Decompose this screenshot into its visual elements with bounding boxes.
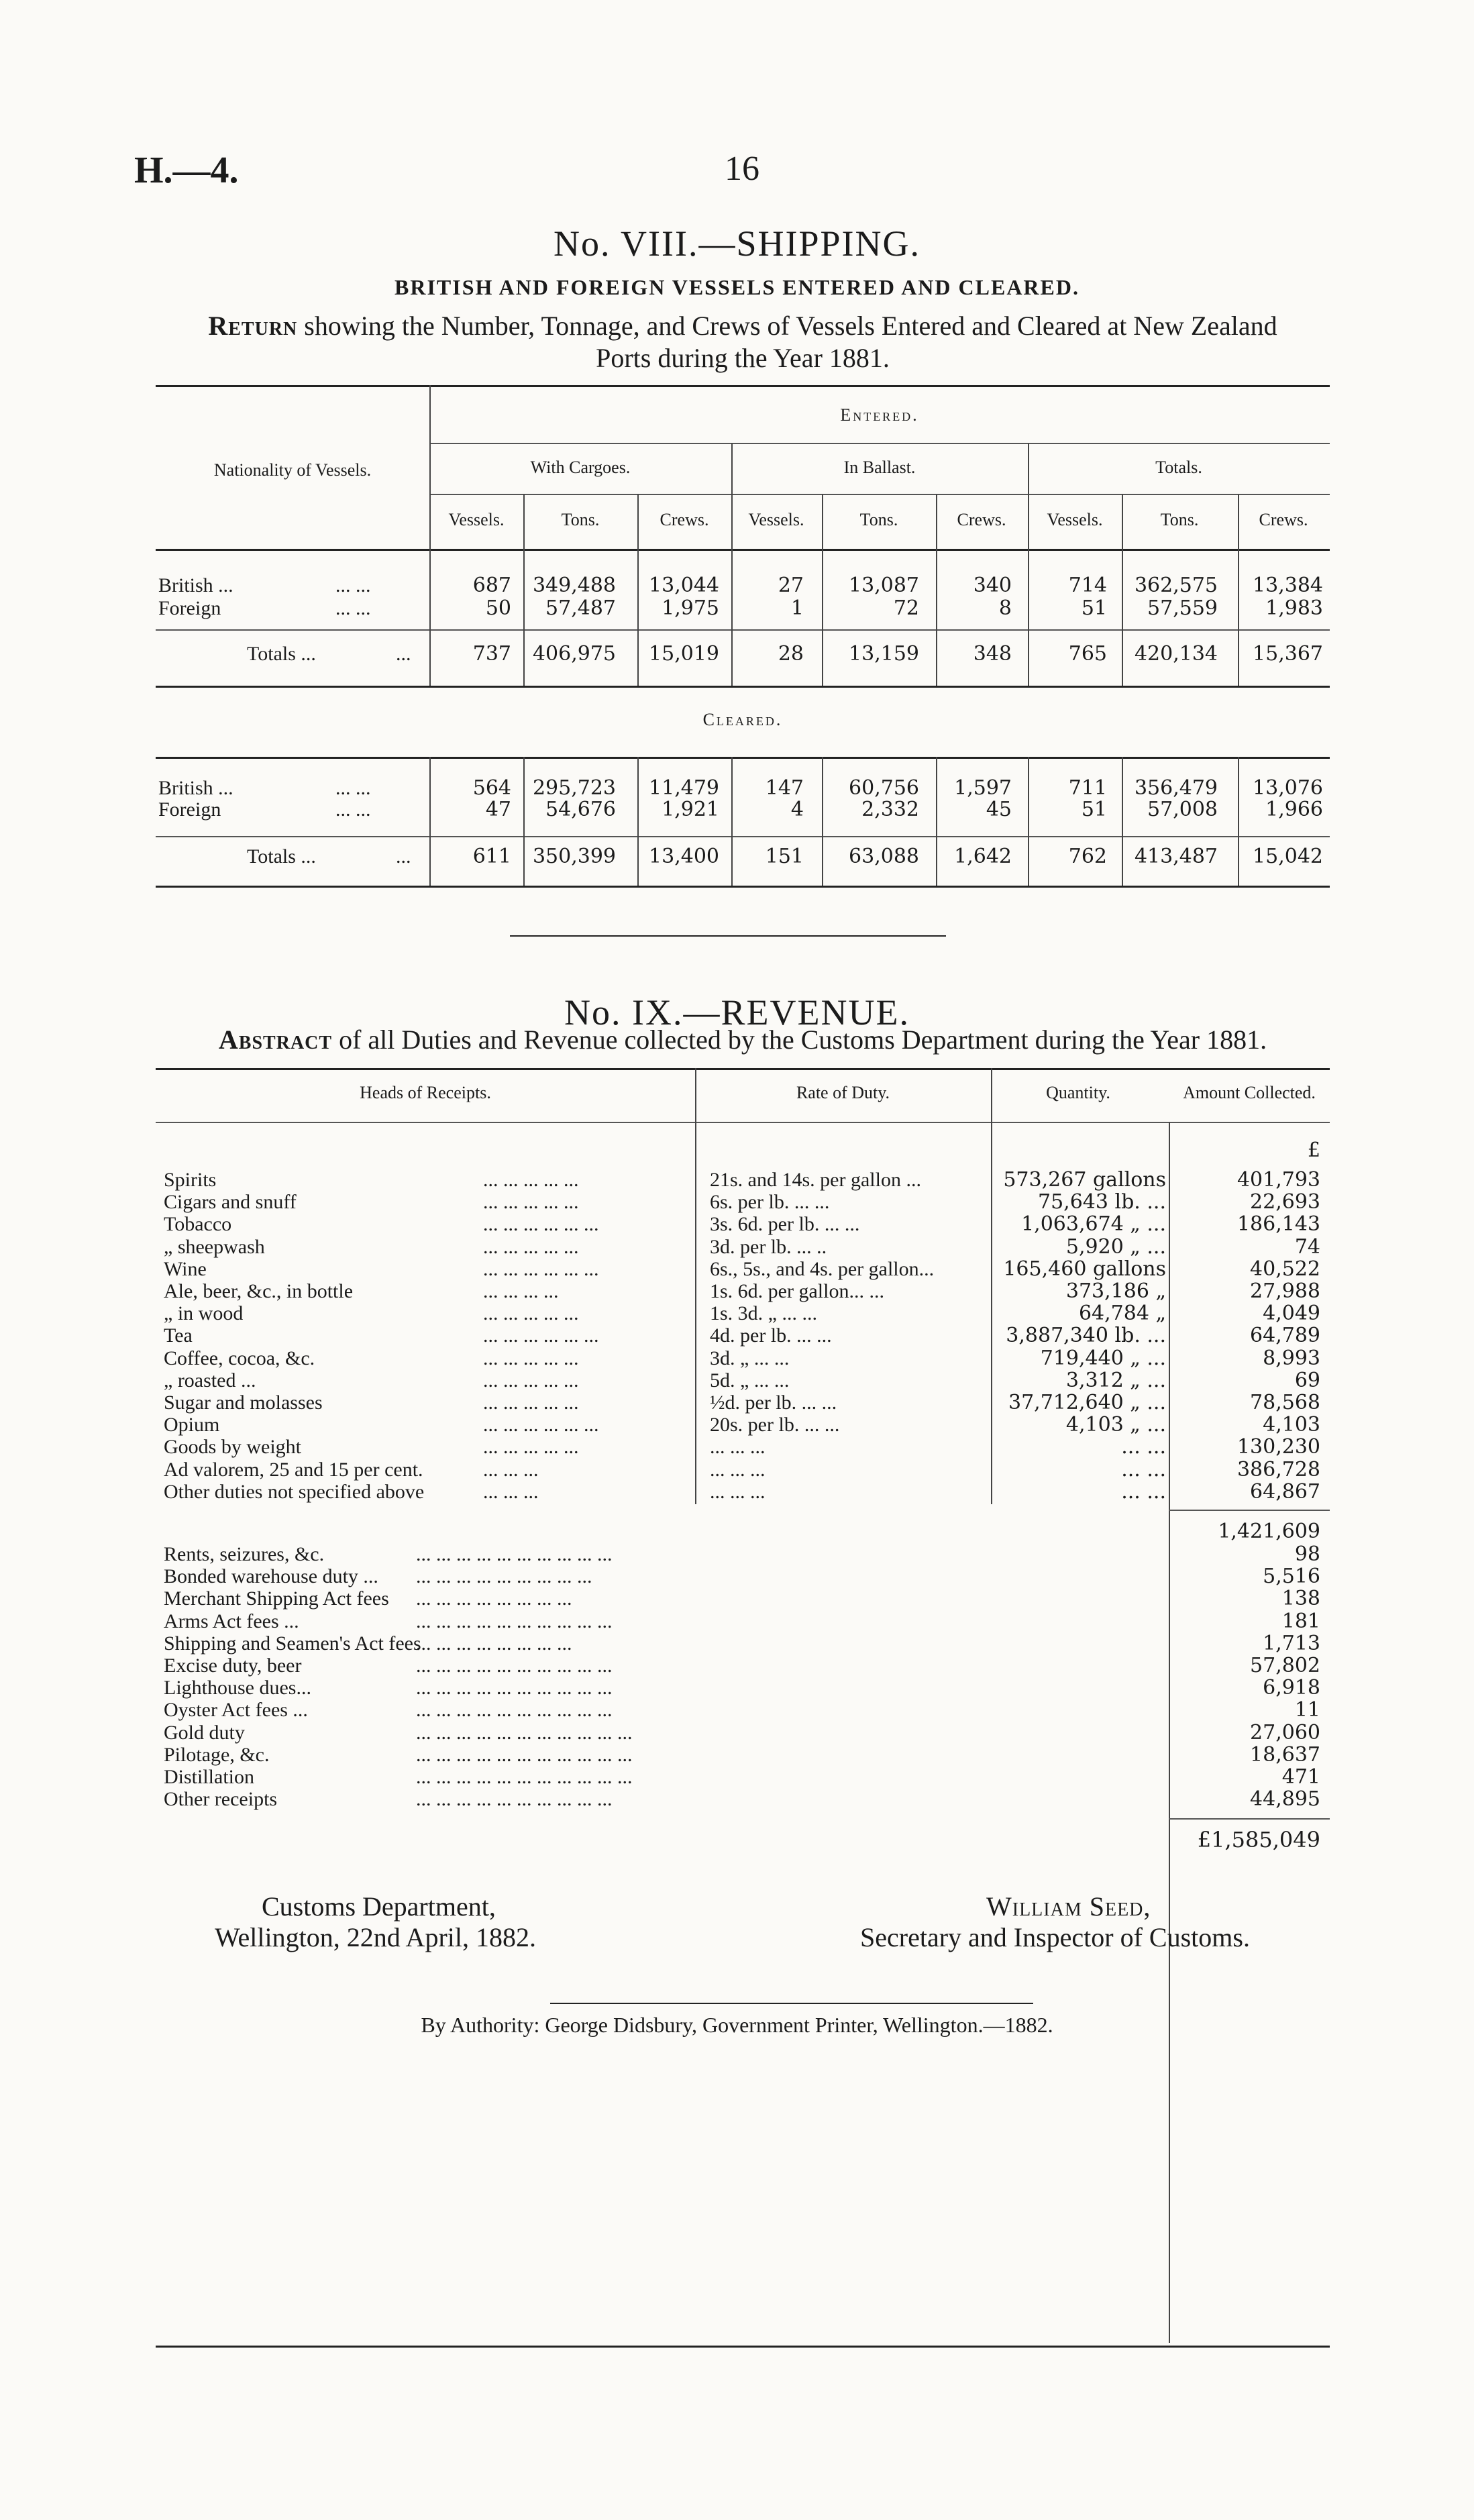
authority-line: By Authority: George Didsbury, Government Printer, Wellington.—1882. bbox=[421, 2013, 1053, 2037]
cleared-totals-row-label: Totals ... bbox=[247, 845, 316, 868]
quantity: ... ... bbox=[1121, 1457, 1166, 1481]
table-cell: 737 bbox=[472, 642, 511, 666]
revenue-caption-lead: Abstract bbox=[218, 1025, 333, 1055]
quantity: 373,186 „ bbox=[1065, 1279, 1166, 1303]
table-cell: 151 bbox=[765, 845, 804, 868]
receipt-head: Goods by weight bbox=[164, 1436, 301, 1459]
amount-collected: 57,802 bbox=[1250, 1654, 1320, 1677]
column-header: Vessels. bbox=[448, 510, 505, 529]
amount-collected: 471 bbox=[1281, 1765, 1320, 1789]
amount-collected: 98 bbox=[1294, 1542, 1320, 1566]
rate-of-duty: 3d. „ ... ... bbox=[710, 1347, 790, 1369]
table-cell: 762 bbox=[1068, 845, 1107, 868]
amount-collected: 27,988 bbox=[1250, 1279, 1320, 1303]
entered-header: Entered. bbox=[840, 405, 919, 425]
leader-dots: ... ... ... ... ... bbox=[483, 1369, 579, 1392]
amount-collected: 44,895 bbox=[1250, 1787, 1320, 1812]
entered-foreign-row-label: Foreign bbox=[158, 597, 221, 619]
receipt-head: Opium bbox=[164, 1414, 220, 1436]
table-cell: 51 bbox=[1081, 798, 1107, 821]
quantity: 5,920 „ ... bbox=[1065, 1235, 1166, 1259]
rate-of-duty: 3d. per lb. ... .. bbox=[710, 1235, 827, 1258]
leader-dots: ... ... ... ... ... ... ... ... ... ... bbox=[416, 1610, 613, 1632]
shipping-title: No. VIII.—SHIPPING. bbox=[553, 223, 921, 264]
caption-line2: Ports during the Year 1881. bbox=[596, 343, 890, 373]
header-quantity: Quantity. bbox=[1046, 1083, 1110, 1102]
header-amount-collected: Amount Collected. bbox=[1183, 1083, 1316, 1102]
table-cell: 714 bbox=[1068, 574, 1107, 597]
table-cell: 340 bbox=[973, 574, 1012, 597]
table-cell: 57,487 bbox=[545, 596, 616, 620]
amount-collected: 186,143 bbox=[1236, 1212, 1320, 1237]
table-cell: 13,044 bbox=[649, 574, 719, 597]
footer-signatory: William Seed, bbox=[986, 1891, 1151, 1922]
table-cell: 27 bbox=[778, 574, 804, 597]
table-cell: 420,134 bbox=[1134, 642, 1218, 666]
column-header: Tons. bbox=[1160, 510, 1199, 529]
cleared-foreign-row-leader-dots: ... ... bbox=[335, 798, 371, 821]
table-cell: 1,975 bbox=[662, 596, 719, 620]
rate-of-duty: 1s. 6d. per gallon... ... bbox=[710, 1280, 884, 1302]
rate-of-duty: 4d. per lb. ... ... bbox=[710, 1324, 832, 1347]
table-cell: 63,088 bbox=[849, 845, 919, 868]
leader-dots: ... ... ... ... ... bbox=[483, 1191, 579, 1214]
leader-dots: ... ... ... ... ... ... ... ... ... ... bbox=[416, 1543, 613, 1565]
leader-dots: ... ... ... ... ... bbox=[483, 1436, 579, 1459]
table-cell: 1,597 bbox=[954, 776, 1012, 800]
table-cell: 45 bbox=[986, 798, 1012, 821]
column-header: Crews. bbox=[1259, 510, 1308, 529]
header-heads-of-receipts: Heads of Receipts. bbox=[360, 1083, 491, 1102]
table-cell: 295,723 bbox=[532, 776, 616, 800]
leader-dots: ... ... ... ... ... ... ... ... ... ... ... bbox=[416, 1721, 633, 1744]
footer-department: Customs Department, bbox=[262, 1891, 496, 1922]
amount-collected: 6,918 bbox=[1263, 1676, 1320, 1700]
table-cell: 2,332 bbox=[861, 798, 919, 821]
grand-total: £1,585,049 bbox=[1197, 1827, 1320, 1852]
amount-collected: 18,637 bbox=[1250, 1742, 1320, 1767]
column-header: Crews. bbox=[660, 510, 709, 529]
table-cell: 72 bbox=[893, 596, 919, 620]
leader-dots: ... ... ... ... ... ... ... ... ... ... ... bbox=[416, 1743, 633, 1766]
table-cell: 57,559 bbox=[1147, 596, 1218, 620]
table-cell: 57,008 bbox=[1147, 798, 1218, 821]
amount-collected: 1,713 bbox=[1263, 1631, 1320, 1655]
column-header: Tons. bbox=[859, 510, 898, 529]
group-totals: Totals. bbox=[1155, 458, 1202, 477]
column-header: Tons. bbox=[561, 510, 600, 529]
receipt-head: Ad valorem, 25 and 15 per cent. bbox=[164, 1458, 423, 1481]
receipt-head: Tea bbox=[164, 1324, 193, 1347]
leader-dots: ... ... ... ... ... ... ... ... ... ... bbox=[416, 1788, 613, 1811]
receipt-head: Other duties not specified above bbox=[164, 1480, 425, 1503]
leader-dots: ... ... ... ... ... ... bbox=[483, 1257, 599, 1280]
footer-place-date: Wellington, 22nd April, 1882. bbox=[215, 1922, 536, 1952]
quantity: 719,440 „ ... bbox=[1040, 1346, 1166, 1370]
table-cell: 349,488 bbox=[532, 574, 616, 597]
amount-collected: 386,728 bbox=[1236, 1457, 1320, 1481]
table-cell: 348 bbox=[973, 642, 1012, 666]
leader-dots: ... ... ... ... ... ... ... ... ... ... bbox=[416, 1699, 613, 1722]
header-rate-of-duty: Rate of Duty. bbox=[796, 1083, 890, 1102]
group-in-ballast: In Ballast. bbox=[843, 458, 916, 477]
amount-collected: 181 bbox=[1281, 1609, 1320, 1633]
rate-of-duty: 20s. per lb. ... ... bbox=[710, 1414, 840, 1436]
table-cell: 611 bbox=[472, 845, 511, 868]
table-cell: 13,384 bbox=[1253, 574, 1323, 597]
rate-of-duty: 6s., 5s., and 4s. per gallon... bbox=[710, 1257, 935, 1280]
rate-of-duty: 3s. 6d. per lb. ... ... bbox=[710, 1213, 860, 1236]
rate-of-duty: 1s. 3d. „ ... ... bbox=[710, 1302, 817, 1325]
amount-collected: 64,789 bbox=[1250, 1324, 1320, 1348]
table-cell: 350,399 bbox=[532, 845, 616, 868]
leader-dots: ... ... ... bbox=[483, 1480, 539, 1503]
table-cell: 60,756 bbox=[849, 776, 919, 800]
amount-collected: 5,516 bbox=[1263, 1565, 1320, 1589]
receipt-head: Bonded warehouse duty ... bbox=[164, 1565, 378, 1588]
leader-dots: ... ... ... ... ... ... bbox=[483, 1213, 599, 1236]
amount-collected: 78,568 bbox=[1250, 1391, 1320, 1414]
cleared-foreign-row-label: Foreign bbox=[158, 798, 221, 821]
receipt-head: „ sheepwash bbox=[164, 1235, 265, 1258]
amount-collected: 138 bbox=[1281, 1587, 1320, 1611]
receipt-head: Spirits bbox=[164, 1169, 217, 1191]
table-cell: 51 bbox=[1081, 596, 1107, 620]
quantity: 64,784 „ bbox=[1078, 1302, 1166, 1326]
receipt-head: „ roasted ... bbox=[164, 1369, 256, 1392]
leader-dots: ... ... ... ... ... bbox=[483, 1169, 579, 1191]
leader-dots: ... ... ... ... ... ... ... ... bbox=[416, 1587, 572, 1610]
amount-collected: 69 bbox=[1294, 1368, 1320, 1392]
table-cell: 711 bbox=[1068, 776, 1107, 800]
document-code: H.—4. bbox=[134, 150, 239, 191]
entered-totals-row-leader-dots: ... bbox=[396, 643, 411, 665]
rate-of-duty: 6s. per lb. ... ... bbox=[710, 1191, 830, 1214]
cleared-british-row-leader-dots: ... ... bbox=[335, 777, 371, 799]
leader-dots: ... ... ... ... bbox=[483, 1280, 559, 1302]
quantity: 1,063,674 „ ... bbox=[1021, 1212, 1166, 1237]
rate-of-duty: ... ... ... bbox=[710, 1436, 766, 1459]
table-cell: 1 bbox=[790, 596, 804, 620]
table-cell: 147 bbox=[765, 776, 804, 800]
nationality-header: Nationality of Vessels. bbox=[213, 460, 372, 480]
receipt-head: Sugar and molasses bbox=[164, 1392, 323, 1414]
quantity: 165,460 gallons bbox=[1003, 1257, 1166, 1281]
footer-signatory-title: Secretary and Inspector of Customs. bbox=[860, 1922, 1250, 1952]
receipt-head: Rents, seizures, &c. bbox=[164, 1543, 325, 1565]
rate-of-duty: ... ... ... bbox=[710, 1458, 766, 1481]
group-with-cargoes: With Cargoes. bbox=[530, 458, 631, 477]
table-cell: 8 bbox=[998, 596, 1012, 620]
rate-of-duty: ½d. per lb. ... ... bbox=[710, 1392, 837, 1414]
leader-dots: ... ... ... ... ... bbox=[483, 1392, 579, 1414]
quantity: ... ... bbox=[1121, 1479, 1166, 1504]
leader-dots: ... ... ... ... ... bbox=[483, 1347, 579, 1369]
leader-dots: ... ... ... ... ... bbox=[483, 1302, 579, 1325]
table-cell: 406,975 bbox=[532, 642, 616, 666]
caption-lead: Return bbox=[208, 311, 298, 341]
receipt-head: Merchant Shipping Act fees bbox=[164, 1587, 389, 1610]
caption-text: showing the Number, Tonnage, and Crews of Vessels Entered and Cleared at New Zealand bbox=[304, 311, 1277, 341]
table-cell: 356,479 bbox=[1134, 776, 1218, 800]
leader-dots: ... ... ... ... ... ... ... ... ... ... bbox=[416, 1655, 613, 1677]
receipt-head: Pilotage, &c. bbox=[164, 1743, 270, 1766]
quantity: 573,267 gallons bbox=[1003, 1168, 1166, 1192]
quantity: 75,643 lb. ... bbox=[1038, 1190, 1166, 1214]
amount-collected: 74 bbox=[1294, 1235, 1320, 1259]
table-cell: 1,642 bbox=[954, 845, 1012, 868]
amount-collected: 4,049 bbox=[1263, 1302, 1320, 1326]
footer-divider bbox=[550, 2003, 1033, 2004]
duties-subtotal: 1,421,609 bbox=[1218, 1520, 1320, 1543]
quantity: 3,312 „ ... bbox=[1065, 1368, 1166, 1392]
table-cell: 1,983 bbox=[1265, 596, 1323, 620]
cleared-totals-row-leader-dots: ... bbox=[396, 845, 411, 868]
leader-dots: ... ... ... ... ... ... ... ... ... ... bbox=[416, 1677, 613, 1699]
leader-dots: ... ... ... ... ... bbox=[483, 1235, 579, 1258]
receipt-head: Wine bbox=[164, 1257, 207, 1280]
table-cell: 362,575 bbox=[1134, 574, 1218, 597]
receipt-head: Other receipts bbox=[164, 1788, 278, 1811]
leader-dots: ... ... ... ... ... ... ... ... ... ... ... bbox=[416, 1766, 633, 1788]
table-cell: 13,087 bbox=[849, 574, 919, 597]
rate-of-duty: 21s. and 14s. per gallon ... bbox=[710, 1169, 921, 1191]
receipt-head: Coffee, cocoa, &c. bbox=[164, 1347, 315, 1369]
quantity: 3,887,340 lb. ... bbox=[1006, 1324, 1166, 1348]
table-cell: 15,042 bbox=[1253, 845, 1323, 868]
receipt-head: Shipping and Seamen's Act fees bbox=[164, 1632, 421, 1655]
receipt-head: Tobacco bbox=[164, 1213, 232, 1236]
amount-collected: 27,060 bbox=[1250, 1720, 1320, 1744]
receipt-head: Excise duty, beer bbox=[164, 1655, 302, 1677]
table-cell: 1,921 bbox=[662, 798, 719, 821]
receipt-head: Gold duty bbox=[164, 1721, 245, 1744]
amount-collected: 401,793 bbox=[1236, 1168, 1320, 1192]
currency-symbol: £ bbox=[1307, 1139, 1320, 1162]
table-cell: 13,076 bbox=[1253, 776, 1323, 800]
revenue-caption-text: of all Duties and Revenue collected by the Customs Department during the Year 1881. bbox=[339, 1025, 1267, 1055]
amount-collected: 4,103 bbox=[1263, 1413, 1320, 1437]
amount-collected: 22,693 bbox=[1250, 1190, 1320, 1214]
leader-dots: ... ... ... ... ... ... bbox=[483, 1414, 599, 1436]
table-cell: 15,367 bbox=[1253, 642, 1323, 666]
table-cell: 564 bbox=[472, 776, 511, 800]
entered-totals-row-label: Totals ... bbox=[247, 643, 316, 665]
amount-collected: 8,993 bbox=[1263, 1346, 1320, 1370]
leader-dots: ... ... ... bbox=[483, 1458, 539, 1481]
leader-dots: ... ... ... ... ... ... bbox=[483, 1324, 599, 1347]
cleared-header: Cleared. bbox=[702, 710, 783, 729]
receipt-head: Oyster Act fees ... bbox=[164, 1699, 308, 1722]
quantity: 4,103 „ ... bbox=[1065, 1413, 1166, 1437]
page-number: 16 bbox=[725, 150, 759, 188]
receipt-head: Distillation bbox=[164, 1766, 254, 1788]
column-header: Vessels. bbox=[748, 510, 804, 529]
table-cell: 13,400 bbox=[649, 845, 719, 868]
receipt-head: Cigars and snuff bbox=[164, 1191, 297, 1214]
shipping-subtitle: BRITISH AND FOREIGN VESSELS ENTERED AND CLEARED. bbox=[394, 275, 1080, 299]
quantity: 37,712,640 „ ... bbox=[1008, 1391, 1166, 1414]
entered-foreign-row-leader-dots: ... ... bbox=[335, 597, 371, 619]
receipt-head: Arms Act fees ... bbox=[164, 1610, 299, 1632]
table-cell: 4 bbox=[790, 798, 804, 821]
amount-collected: 64,867 bbox=[1250, 1479, 1320, 1504]
table-cell: 47 bbox=[485, 798, 511, 821]
quantity: ... ... bbox=[1121, 1435, 1166, 1459]
table-cell: 15,019 bbox=[649, 642, 719, 666]
table-cell: 1,966 bbox=[1265, 798, 1323, 821]
table-cell: 687 bbox=[472, 574, 511, 597]
column-header: Crews. bbox=[957, 510, 1006, 529]
table-cell: 765 bbox=[1068, 642, 1107, 666]
table-cell: 54,676 bbox=[545, 798, 616, 821]
leader-dots: ... ... ... ... ... ... ... ... ... bbox=[416, 1565, 592, 1588]
receipt-head: Lighthouse dues... bbox=[164, 1677, 311, 1699]
table-cell: 413,487 bbox=[1134, 845, 1218, 868]
amount-collected: 130,230 bbox=[1236, 1435, 1320, 1459]
amount-collected: 11 bbox=[1294, 1698, 1320, 1722]
leader-dots: ... ... ... ... ... ... ... ... bbox=[416, 1632, 572, 1655]
receipt-head: Ale, beer, &c., in bottle bbox=[164, 1280, 354, 1302]
rate-of-duty: 5d. „ ... ... bbox=[710, 1369, 790, 1392]
entered-british-row-label: British ... bbox=[158, 574, 233, 596]
revenue-title: No. IX.—REVENUE. bbox=[564, 992, 910, 1033]
rate-of-duty: ... ... ... bbox=[710, 1480, 766, 1503]
column-header: Vessels. bbox=[1047, 510, 1103, 529]
table-cell: 13,159 bbox=[849, 642, 919, 666]
entered-british-row-leader-dots: ... ... bbox=[335, 574, 371, 596]
table-cell: 11,479 bbox=[649, 776, 719, 800]
receipt-head: „ in wood bbox=[164, 1302, 244, 1325]
table-cell: 50 bbox=[485, 596, 511, 620]
amount-collected: 40,522 bbox=[1250, 1257, 1320, 1281]
cleared-british-row-label: British ... bbox=[158, 777, 233, 799]
table-cell: 28 bbox=[778, 642, 804, 666]
